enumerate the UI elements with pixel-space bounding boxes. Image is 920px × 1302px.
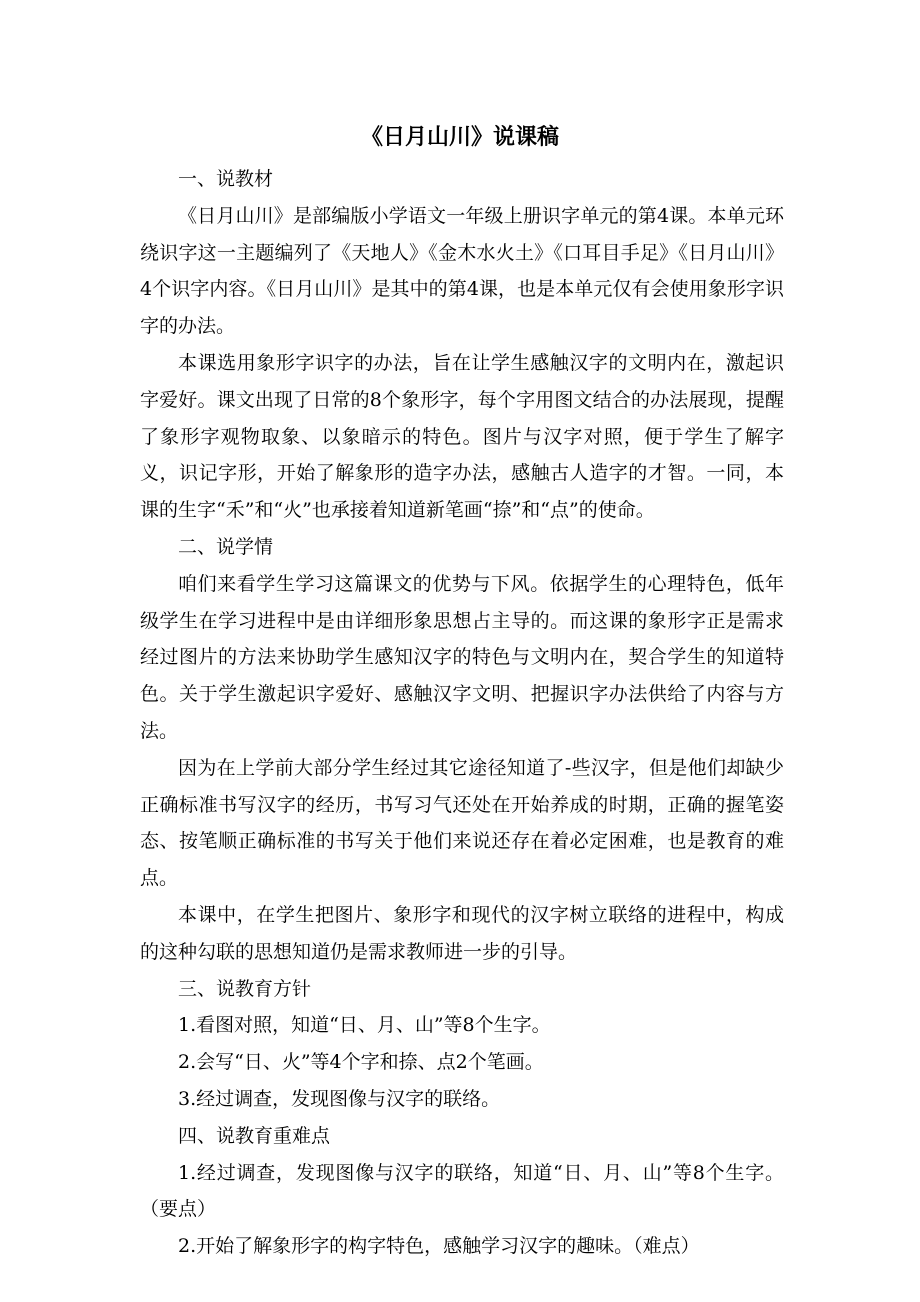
page-title: 《日月山川》说课稿 <box>360 125 559 150</box>
paragraph: 因为在上学前大部分学生经过其它途径知道了-些汉字，但是他们却缺少正确标准书写汉字的经历，书写习气还处在开始养成的时期，正确的握笔姿态、按笔顺正确标准的书写关于他们来说还存在着必定困难，也是教育的难点。 <box>140 756 784 890</box>
paragraph: 本课选用象形字识字的办法，旨在让学生感触汉字的文明内在，激起识字爱好。课文出现了日常的8个象形字，每个字用图文结合的办法展现，提醒了象形字观物取象、以象暗示的特色。图片与汉字对照，便于学生了解字义，识记字形，开始了解象形的造字办法，感触古人造字的才智。一同，本课的生字“禾”和“火”也承接着知道新笔画“捺”和“点”的使命。 <box>140 351 784 522</box>
section-heading-key-points: 四、说教育重难点 <box>178 1124 331 1147</box>
paragraph: 本课中，在学生把图片、象形字和现代的汉字树立联络的进程中，构成的这种勾联的思想知道仍是需求教师进一步的引导。 <box>140 903 784 963</box>
paragraph: 《日月山川》是部编版小学语文一年级上册识字单元的第4课。本单元环绕识字这一主题编列了《天地人》《金木水火土》《口耳目手足》《日月山川》4个识字内容。《日月山川》是其中的第4课，也是本单元仅有会使用象形字识字的办法。 <box>140 204 784 338</box>
list-item: 3.经过调查，发现图像与汉字的联络。 <box>178 1087 501 1110</box>
list-item: 1.经过调查，发现图像与汉字的联络，知道“日、月、山”等8个生字。（要点） <box>140 1161 784 1221</box>
section-heading-teaching-goals: 三、说教育方针 <box>178 977 312 1000</box>
paragraph: 咱们来看学生学习这篇课文的优势与下风。依据学生的心理特色，低年级学生在学习进程中是由详细形象思想占主导的。而这课的象形字正是需求经过图片的方法来协助学生感知汉字的特色与文明内在，契合学生的知道特色。关于学生激起识字爱好、感触汉字文明、把握识字办法供给了内容与方法。 <box>140 572 784 742</box>
document-body <box>140 161 784 1265</box>
section-heading-student-analysis: 二、说学情 <box>178 535 274 558</box>
list-item: 1.看图对照，知道“日、月、山”等8个生字。 <box>178 1014 551 1037</box>
list-item: 2.会写“日、火”等4个字和捺、点2个笔画。 <box>178 1051 544 1074</box>
section-heading-teaching-material: 一、说教材 <box>178 168 274 190</box>
list-item: 2.开始了解象形字的构字特色，感触学习汉字的趣味。（难点） <box>178 1235 700 1258</box>
